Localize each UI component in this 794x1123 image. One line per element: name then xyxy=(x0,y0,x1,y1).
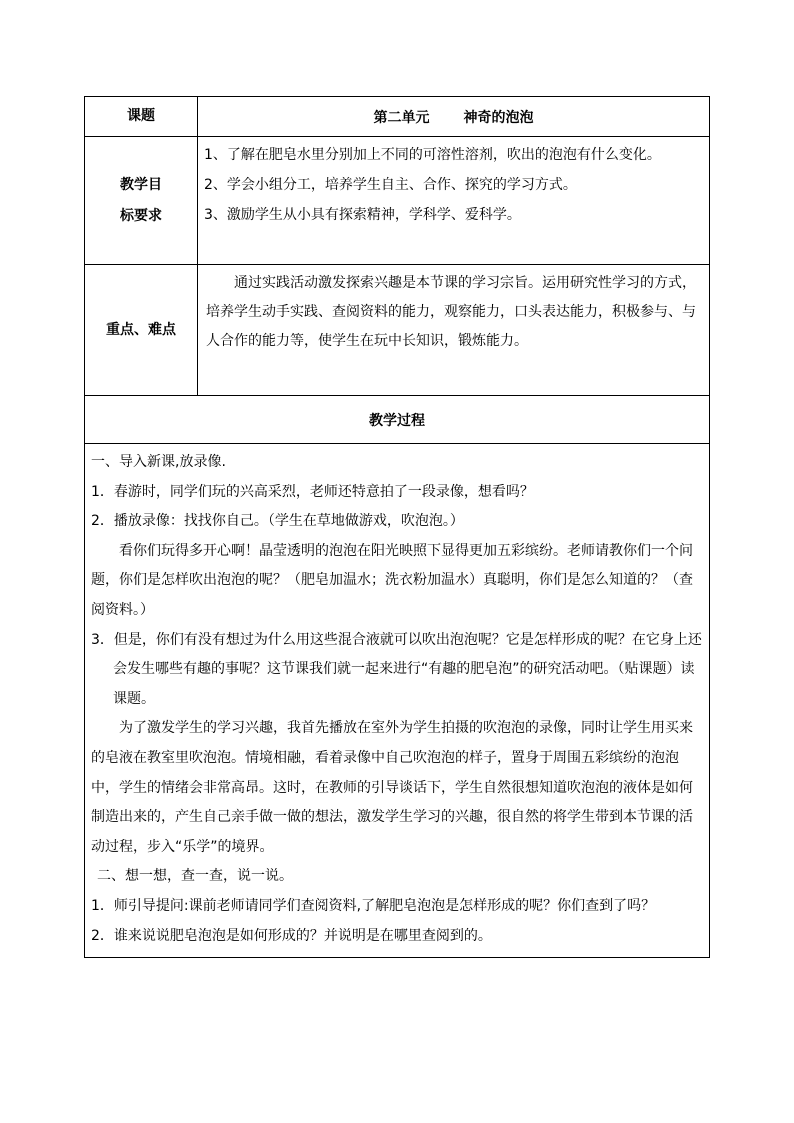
process-heading-row xyxy=(85,396,710,444)
process-paragraph: 二、想一想，查一查，说一说。 xyxy=(97,868,293,885)
process-paragraph: 3．但是，你们有没有想过为什么用这些混合液就可以吹出泡泡呢？它是怎样形成的呢？在它身上还会发生哪些有趣的事呢？这节课我们就一起来进行“有趣的肥皂泡”的研究活动吧。（贴课题）读课题。 xyxy=(91,631,702,707)
goals-label-line1: 教学目 xyxy=(120,176,162,193)
process-paragraph: 1．师引导提问:课前老师请同学们查阅资料,了解肥皂泡泡是怎样形成的呢？你们查到了吗？ xyxy=(91,897,656,914)
goal-item: 2、学会小组分工，培养学生自主、合作、探究的学习方式。 xyxy=(204,177,577,193)
keys-content: 通过实践活动激发探索兴趣是本节课的学习宗旨。运用研究性学习的方式，培养学生动手实践、查阅资料的能力，观察能力，口头表达能力，积极参与、与人合作的能力等，使学生在玩中长知识，锻炼能力。 xyxy=(198,265,710,396)
goal-item: 3、激励学生从小具有探索精神，学科学、爱科学。 xyxy=(204,207,521,223)
goals-label xyxy=(85,137,198,265)
goals-label-line2: 标要求 xyxy=(120,207,162,224)
goal-item: 1、了解在肥皂水里分别加上不同的可溶性溶剂，吹出的泡泡有什么变化。 xyxy=(204,147,661,163)
process-paragraph: 为了激发学生的学习兴趣，我首先播放在室外为学生拍摄的吹泡泡的录像，同时让学生用买来的皂液在教室里吹泡泡。情境相融，看着录像中自己吹泡泡的样子，置身于周围五彩缤纷的泡泡中，学生的情绪会非常高昂。这时，在教师的引导谈话下，学生自然很想知道吹泡泡的液体是如何制造出来的，产生自己亲手做一做的想法，激发学生学习的兴趣，很自然的将学生带到本节课的活动过程，步入“乐学”的境界。 xyxy=(91,720,693,855)
unit-name: 第二单元 xyxy=(373,109,430,126)
process-content xyxy=(85,444,710,958)
lesson-name: 神奇的泡泡 xyxy=(463,109,534,126)
process-row xyxy=(85,444,710,958)
keys-row xyxy=(85,265,710,396)
process-paragraph: 2．播放录像：找找你自己。（学生在草地做游戏，吹泡泡。） xyxy=(91,513,464,530)
keys-label: 重点、难点 xyxy=(85,265,198,396)
goals-row xyxy=(85,137,710,265)
process-heading: 教学过程 xyxy=(85,396,710,444)
process-paragraph: 2．谁来说说肥皂泡泡是如何形成的？并说明是在哪里查阅到的。 xyxy=(91,927,492,944)
lesson-title xyxy=(198,97,710,137)
topic-label: 课题 xyxy=(85,97,198,137)
topic-row xyxy=(85,97,710,137)
process-paragraph: 看你们玩得多开心啊！晶莹透明的泡泡在阳光映照下显得更加五彩缤纷。老师请教你们一个问题，你们是怎样吹出泡泡的呢？（肥皂加温水；洗衣粉加温水）真聪明，你们是怎么知道的？（查阅资料。） xyxy=(91,542,693,618)
process-paragraph: 1．春游时，同学们玩的兴高采烈，老师还特意拍了一段录像，想看吗？ xyxy=(91,483,534,500)
process-paragraph: 一、导入新课,放录像. xyxy=(91,454,226,470)
lesson-plan-table xyxy=(84,96,710,958)
goals-content xyxy=(198,137,710,265)
